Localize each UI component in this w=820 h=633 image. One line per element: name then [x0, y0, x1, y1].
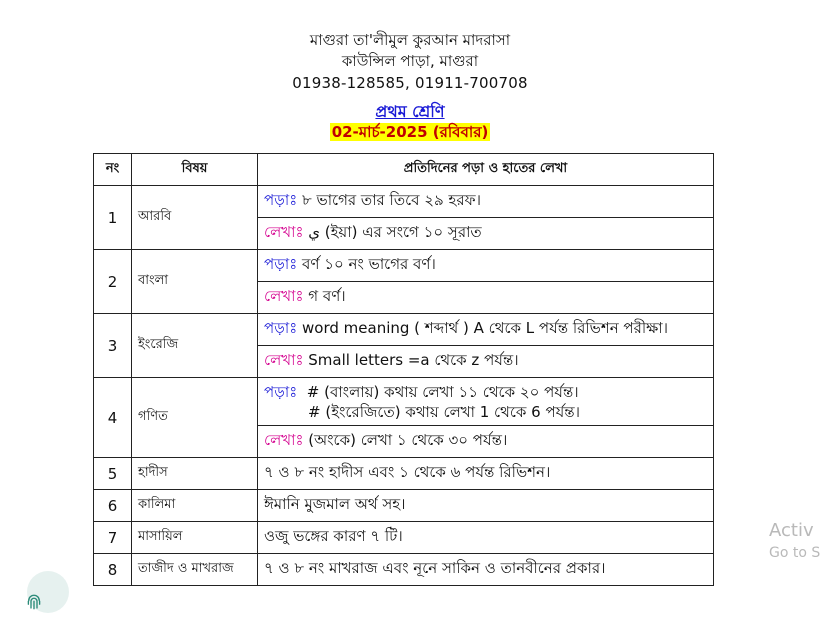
read-label: পড়াঃ: [264, 382, 298, 401]
fingerprint-icon: [25, 593, 43, 611]
write-label: লেখাঃ: [264, 287, 304, 305]
class-title: প্রথম শ্রেণি: [375, 102, 445, 121]
write-text: ي (ইয়া) এর সংগে ১০ সূরাত: [308, 223, 482, 241]
institution-name: মাগুরা তা'লীমুল কুরআন মাদরাসা: [309, 31, 511, 49]
table-row: [94, 490, 714, 522]
document-header: [0, 30, 820, 94]
read-text-second: # (ইংরেজিতে) কথায় লেখা 1 থেকে 6 পর্যন্ত।: [308, 402, 580, 421]
row-subject: মাসায়িল: [132, 522, 258, 554]
write-task: [258, 282, 714, 314]
table-row: [94, 522, 714, 554]
activate-title: Activ: [769, 520, 814, 541]
row-number: 1: [94, 186, 132, 250]
row-subject: তাজীদ ও মাখরাজ: [132, 554, 258, 586]
institution-address: কাউন্সিল পাড়া, মাগুরা: [341, 52, 479, 70]
read-label: পড়াঃ: [264, 255, 298, 273]
activate-subtitle: Go to S: [769, 545, 820, 561]
row-number: 7: [94, 522, 132, 554]
write-label: লেখাঃ: [264, 223, 304, 241]
header-task: প্রতিদিনের পড়া ও হাতের লেখা: [258, 154, 714, 186]
read-text: বর্ণ ১০ নং ভাগের বর্ণ।: [302, 255, 436, 273]
table-row: [94, 458, 714, 490]
row-number: 3: [94, 314, 132, 378]
institution-phones: 01938-128585, 01911-700708: [292, 74, 528, 92]
table-row: [94, 250, 714, 282]
task-text: ৭ ও ৮ নং মাখরাজ এবং নূনে সাকিন ও তানবীনের প্রকার।: [258, 554, 714, 586]
row-number: 6: [94, 490, 132, 522]
write-label: লেখাঃ: [264, 351, 304, 369]
activate-windows-watermark: [769, 520, 820, 561]
header-number: নং: [94, 154, 132, 186]
table-row: [94, 314, 714, 346]
routine-table: [93, 153, 714, 586]
write-text: (অংকে) লেখা ১ থেকে ৩০ পর্যন্ত।: [308, 431, 508, 449]
read-text: # (বাংলায়) কথায় লেখা ১১ থেকে ২০ পর্যন্ত।: [306, 382, 579, 401]
table-header-row: [94, 154, 714, 186]
row-number: 2: [94, 250, 132, 314]
table-row: [94, 186, 714, 218]
task-text: ওজু ভঙ্গের কারণ ৭ টি।: [258, 522, 714, 554]
header-subject: বিষয়: [132, 154, 258, 186]
row-number: 5: [94, 458, 132, 490]
write-text: Small letters =a থেকে z পর্যন্ত।: [308, 351, 519, 369]
row-subject: কালিমা: [132, 490, 258, 522]
date-line: [0, 121, 820, 146]
row-subject: বাংলা: [132, 250, 258, 314]
row-subject: হাদীস: [132, 458, 258, 490]
read-label: পড়াঃ: [264, 191, 298, 209]
read-label: পড়াঃ: [264, 319, 298, 337]
row-subject: আরবি: [132, 186, 258, 250]
fingerprint-button[interactable]: [27, 571, 69, 613]
row-number: 4: [94, 378, 132, 458]
row-subject: ইংরেজি: [132, 314, 258, 378]
routine-date: 02-মার্চ-2025 (রবিবার): [331, 123, 489, 141]
task-text: ৭ ও ৮ নং হাদীস এবং ১ থেকে ৬ পর্যন্ত রিভিশন।: [258, 458, 714, 490]
row-number: 8: [94, 554, 132, 586]
table-row: [94, 378, 714, 426]
write-label: লেখাঃ: [264, 431, 304, 449]
write-text: গ বর্ণ।: [308, 287, 346, 305]
table-row: [94, 554, 714, 586]
write-task: [258, 346, 714, 378]
read-text: ৮ ভাগের তার তিবে ২৯ হরফ।: [302, 191, 481, 209]
read-task: [258, 314, 714, 346]
read-task: [258, 378, 714, 426]
write-task: [258, 426, 714, 458]
row-subject: গণিত: [132, 378, 258, 458]
write-task: [258, 218, 714, 250]
task-text: ঈমানি মুজমাল অর্থ সহ।: [258, 490, 714, 522]
read-text: word meaning ( শব্দার্থ ) A থেকে L পর্যন্ত রিভিশন পরীক্ষা।: [302, 319, 669, 337]
read-task: [258, 250, 714, 282]
read-task: [258, 186, 714, 218]
